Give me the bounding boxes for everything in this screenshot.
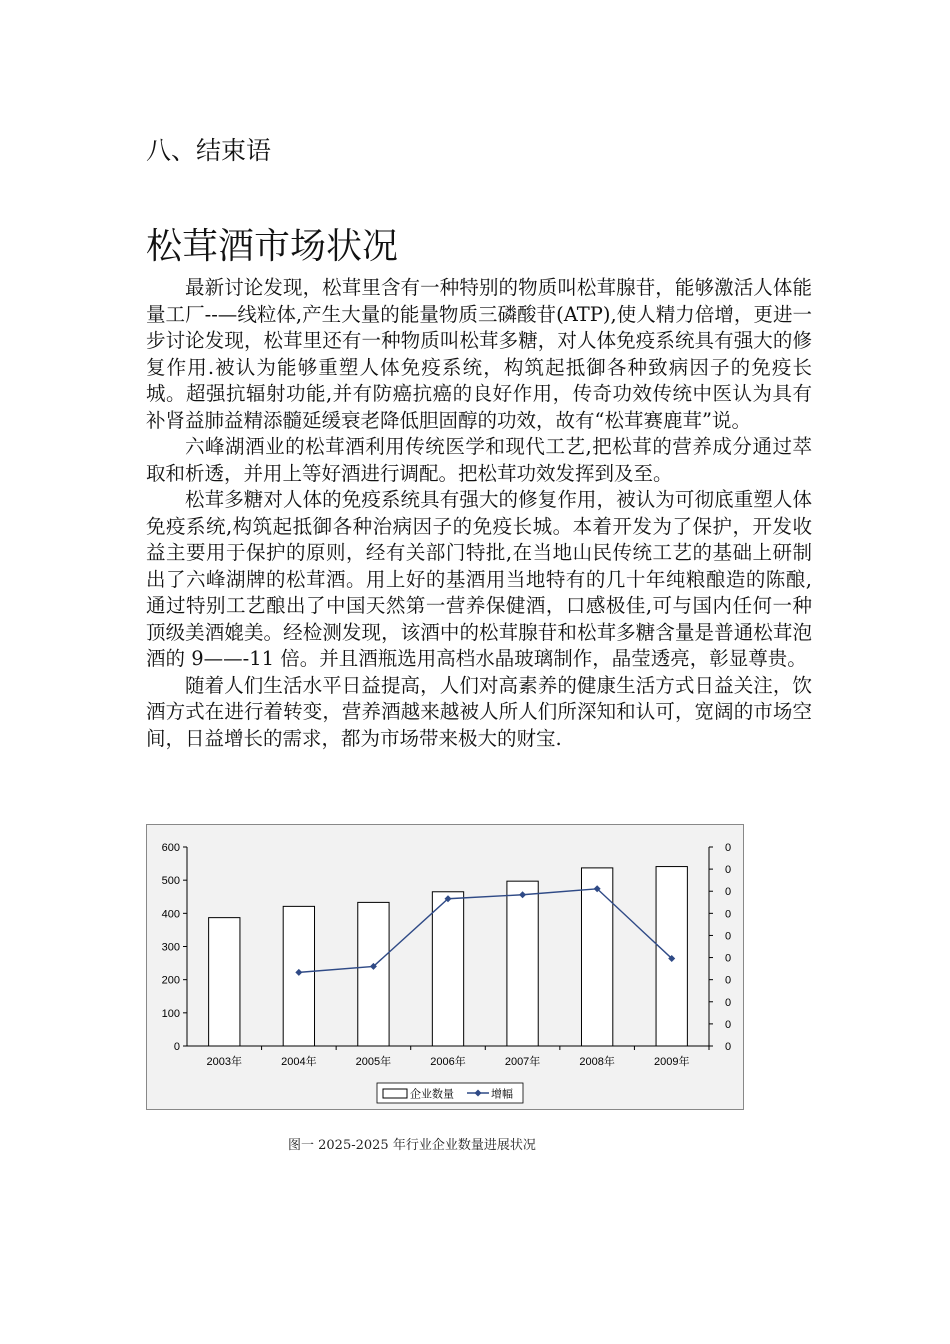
document-title: 松茸酒市场状况 bbox=[146, 226, 399, 267]
y-tick-label: 300 bbox=[161, 941, 180, 954]
y-tick-label: 400 bbox=[161, 908, 180, 921]
bar bbox=[358, 902, 389, 1046]
legend-swatch-bar bbox=[383, 1089, 407, 1098]
x-tick-label: 2009年 bbox=[653, 1056, 690, 1068]
x-tick-label: 2003年 bbox=[206, 1056, 243, 1068]
body-text bbox=[146, 275, 812, 752]
section-heading: 八、结束语 bbox=[146, 136, 272, 165]
paragraph: 松茸多糖对人体的免疫系统具有强大的修复作用，被认为可彻底重塑人体免疫系统,构筑起抵御各种治病因子的免疫长城。本着开发为了保护，开发收益主要用于保护的原则，经有关部门特批,在当地山民传统工艺的基础上研制出了六峰湖牌的松茸酒。用上好的基酒用当地特有的几十年纯粮酿造的陈酿,通过特别工艺酿出了中国天然第一营养保健酒，口感极佳,可与国内任何一种顶级美酒媲美。经检测发现，该酒中的松茸腺苷和松茸多糖含量是普通松茸泡酒的 9——-11 倍。并且酒瓶选用高档水晶玻璃制作，晶莹透亮，彰显尊贵。 bbox=[146, 488, 812, 670]
bar bbox=[432, 892, 463, 1046]
y-tick-label: 200 bbox=[161, 974, 180, 987]
paragraph: 六峰湖酒业的松茸酒利用传统医学和现代工艺,把松茸的营养成分通过萃取和析透，并用上等好酒进行调配。把松茸功效发挥到及至。 bbox=[146, 435, 812, 485]
y2-tick-label: 0 bbox=[725, 996, 732, 1009]
legend-label: 增幅 bbox=[491, 1088, 513, 1101]
x-tick-label: 2005年 bbox=[355, 1056, 392, 1068]
y2-tick-label: 0 bbox=[725, 952, 732, 965]
y2-tick-label: 0 bbox=[725, 842, 732, 854]
x-tick-label: 2008年 bbox=[579, 1056, 615, 1068]
x-tick-label: 2007年 bbox=[504, 1056, 541, 1068]
x-tick-label: 2004年 bbox=[281, 1056, 317, 1068]
figure-caption: 图一 2025-2025 年行业企业数量进展状况 bbox=[288, 1138, 536, 1153]
y2-tick-label: 0 bbox=[725, 974, 732, 987]
y-tick-label: 500 bbox=[161, 875, 180, 888]
bar bbox=[507, 881, 538, 1046]
paragraph: 随着人们生活水平日益提高，人们对高素养的健康生活方式日益关注，饮酒方式在进行着转变，营养酒越来越被人所人们所深知和认可，宽阔的市场空间，日益增长的需求，都为市场带来极大的财宝. bbox=[146, 673, 812, 750]
chart-figure bbox=[146, 824, 744, 1110]
paragraph: 最新讨论发现，松茸里含有一种特别的物质叫松茸腺苷，能够激活人体能量工厂--—线粒体,产生大量的能量物质三磷酸苷(ATP),使人精力倍增，更进一步讨论发现，松茸里还有一种物质叫松茸多糖，对人体免疫系统具有强大的修复作用.被认为能够重塑人体免疫系统，构筑起抵御各种致病因子的免疫长城。超强抗辐射功能,并有防癌抗癌的良好作用，传奇功效传统中医认为具有补肾益肺益精添髓延缓衰老降低胆固醇的功效，故有“松茸赛鹿茸”说。 bbox=[146, 276, 812, 432]
bar bbox=[283, 906, 314, 1046]
legend-label: 企业数量 bbox=[410, 1088, 454, 1101]
y-tick-label: 0 bbox=[173, 1041, 180, 1053]
y2-tick-label: 0 bbox=[725, 908, 732, 921]
chart-svg bbox=[147, 825, 745, 1111]
bar bbox=[209, 918, 240, 1046]
bar bbox=[581, 868, 612, 1046]
y2-tick-label: 0 bbox=[725, 1041, 732, 1053]
y-tick-label: 600 bbox=[161, 842, 180, 854]
growth-line bbox=[299, 889, 672, 973]
y-tick-label: 100 bbox=[161, 1007, 180, 1020]
y2-tick-label: 0 bbox=[725, 886, 732, 899]
y2-tick-label: 0 bbox=[725, 930, 732, 943]
y2-tick-label: 0 bbox=[725, 1018, 732, 1031]
x-tick-label: 2006年 bbox=[430, 1056, 466, 1068]
y2-tick-label: 0 bbox=[725, 864, 732, 877]
